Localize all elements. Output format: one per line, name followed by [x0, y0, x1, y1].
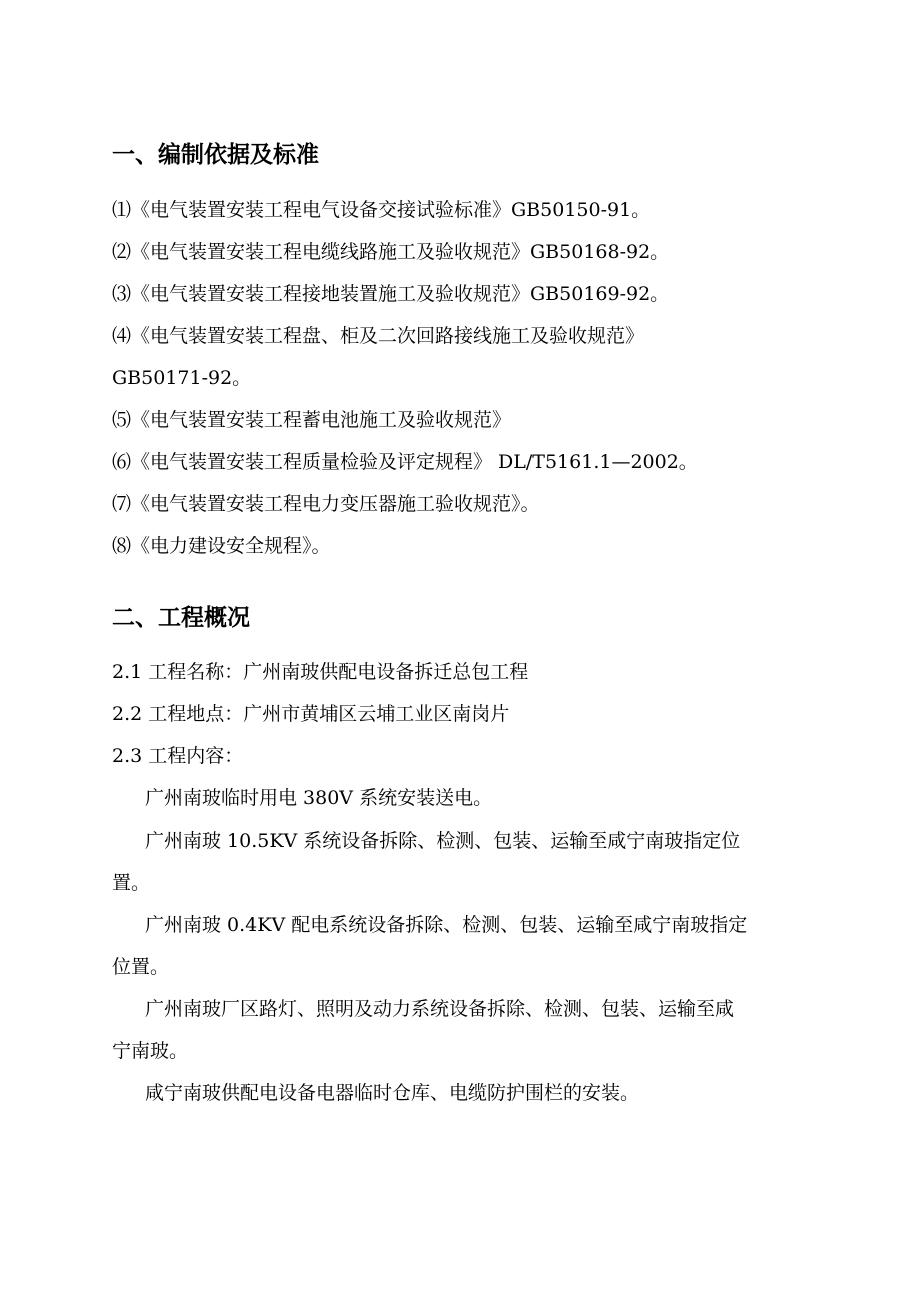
content-paragraph-3-continued: 位置。	[112, 956, 170, 978]
content-paragraph-1: 广州南玻临时用电 380V 系统安装送电。	[145, 787, 493, 809]
standard-item-6: ⑹《电气装置安装工程质量检验及评定规程》 DL/T5161.1—2002。	[112, 451, 698, 473]
standard-item-8: ⑻《电力建设安全规程》。	[112, 535, 331, 557]
section-heading-basis: 一、编制依据及标准	[112, 142, 319, 168]
content-paragraph-2-continued: 置。	[112, 872, 151, 894]
standard-item-4: ⑷《电气装置安装工程盘、柜及二次回路接线施工及验收规范》	[112, 325, 645, 347]
section-heading-overview: 二、工程概况	[112, 605, 250, 631]
project-name-line: 2.1 工程名称：广州南玻供配电设备拆迁总包工程	[112, 661, 529, 683]
content-paragraph-2: 广州南玻 10.5KV 系统设备拆除、检测、包装、运输至咸宁南玻指定位	[145, 830, 741, 852]
content-paragraph-4: 广州南玻厂区路灯、照明及动力系统设备拆除、检测、包装、运输至咸	[145, 998, 735, 1020]
project-location-line: 2.2 工程地点：广州市黄埔区云埔工业区南岗片	[112, 703, 510, 725]
content-paragraph-5: 咸宁南玻供配电设备电器临时仓库、电缆防护围栏的安装。	[145, 1082, 640, 1104]
standard-item-2: ⑵《电气装置安装工程电缆线路施工及验收规范》GB50168-92。	[112, 241, 670, 263]
standard-item-7: ⑺《电气装置安装工程电力变压器施工验收规范》。	[112, 493, 540, 515]
standard-item-4-continued: GB50171-92。	[112, 367, 252, 389]
standard-item-1: ⑴《电气装置安装工程电气设备交接试验标准》GB50150-91。	[112, 199, 651, 221]
standard-item-5: ⑸《电气装置安装工程蓄电池施工及验收规范》	[112, 409, 512, 431]
standard-item-3: ⑶《电气装置安装工程接地装置施工及验收规范》GB50169-92。	[112, 283, 670, 305]
content-paragraph-3: 广州南玻 0.4KV 配电系统设备拆除、检测、包装、运输至咸宁南玻指定	[145, 914, 748, 936]
project-content-label: 2.3 工程内容：	[112, 745, 244, 767]
content-paragraph-4-continued: 宁南玻。	[112, 1040, 189, 1062]
